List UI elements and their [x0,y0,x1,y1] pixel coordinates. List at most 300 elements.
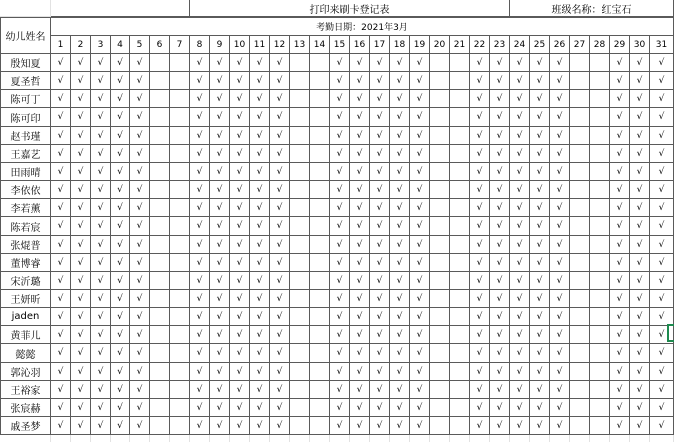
attendance-check-cell[interactable]: √ [390,145,410,163]
attendance-empty-cell[interactable] [430,344,450,363]
attendance-empty-cell[interactable] [150,199,170,217]
day-header-1[interactable]: 1 [51,36,71,54]
attendance-check-cell[interactable]: √ [410,344,430,363]
attendance-check-cell[interactable]: √ [410,90,430,108]
attendance-empty-cell[interactable] [310,90,330,108]
attendance-empty-cell[interactable] [570,217,590,236]
attendance-empty-cell[interactable] [570,381,590,399]
attendance-check-cell[interactable]: √ [470,181,490,199]
attendance-check-cell[interactable]: √ [350,108,370,127]
attendance-check-cell[interactable]: √ [650,363,674,381]
attendance-check-cell[interactable]: √ [510,199,530,217]
attendance-empty-cell[interactable] [430,272,450,290]
attendance-date-label[interactable]: 考勤日期：2021年3月 [51,17,674,36]
attendance-empty-cell[interactable] [570,272,590,290]
attendance-empty-cell[interactable] [290,72,310,90]
attendance-empty-cell[interactable] [590,417,610,435]
attendance-empty-cell[interactable] [150,363,170,381]
attendance-check-cell[interactable]: √ [230,363,250,381]
attendance-check-cell[interactable]: √ [650,344,674,363]
attendance-check-cell[interactable]: √ [530,272,550,290]
attendance-check-cell[interactable]: √ [510,145,530,163]
attendance-check-cell[interactable]: √ [270,145,290,163]
attendance-check-cell[interactable]: √ [610,363,630,381]
attendance-check-cell[interactable]: √ [130,236,150,254]
attendance-check-cell[interactable]: √ [630,272,650,290]
attendance-check-cell[interactable]: √ [350,127,370,145]
child-name-cell[interactable]: 王妍昕 [0,290,51,308]
day-header-9[interactable]: 9 [210,36,230,54]
empty-cell[interactable] [0,0,51,17]
attendance-check-cell[interactable]: √ [210,344,230,363]
attendance-check-cell[interactable]: √ [111,145,130,163]
attendance-check-cell[interactable]: √ [410,290,430,308]
attendance-check-cell[interactable]: √ [71,381,91,399]
attendance-check-cell[interactable]: √ [490,90,510,108]
attendance-check-cell[interactable]: √ [130,326,150,344]
attendance-check-cell[interactable]: √ [410,217,430,236]
attendance-check-cell[interactable]: √ [510,54,530,72]
attendance-check-cell[interactable]: √ [51,217,71,236]
attendance-check-cell[interactable]: √ [490,163,510,181]
attendance-empty-cell[interactable] [450,381,470,399]
attendance-empty-cell[interactable] [450,399,470,417]
attendance-check-cell[interactable]: √ [610,163,630,181]
attendance-check-cell[interactable]: √ [350,199,370,217]
attendance-check-cell[interactable]: √ [230,272,250,290]
attendance-check-cell[interactable]: √ [71,344,91,363]
attendance-empty-cell[interactable] [590,381,610,399]
day-header-4[interactable]: 4 [111,36,130,54]
child-name-cell[interactable]: 田雨晴 [0,163,51,181]
attendance-check-cell[interactable]: √ [270,181,290,199]
attendance-empty-cell[interactable] [170,199,190,217]
attendance-check-cell[interactable]: √ [530,236,550,254]
attendance-empty-cell[interactable] [430,145,450,163]
attendance-check-cell[interactable]: √ [410,236,430,254]
attendance-check-cell[interactable]: √ [190,108,210,127]
attendance-check-cell[interactable]: √ [650,254,674,272]
attendance-empty-cell[interactable] [290,417,310,435]
attendance-check-cell[interactable]: √ [51,399,71,417]
attendance-empty-cell[interactable] [310,108,330,127]
attendance-empty-cell[interactable] [570,326,590,344]
attendance-empty-cell[interactable] [310,199,330,217]
attendance-check-cell[interactable]: √ [111,417,130,435]
attendance-check-cell[interactable]: √ [111,199,130,217]
attendance-check-cell[interactable]: √ [410,54,430,72]
attendance-check-cell[interactable]: √ [650,163,674,181]
attendance-empty-cell[interactable] [430,326,450,344]
empty-cell[interactable] [430,435,450,442]
empty-cell[interactable] [150,435,170,442]
empty-cell[interactable] [230,435,250,442]
attendance-empty-cell[interactable] [590,363,610,381]
attendance-check-cell[interactable]: √ [91,181,111,199]
attendance-check-cell[interactable]: √ [111,181,130,199]
attendance-check-cell[interactable]: √ [630,399,650,417]
attendance-check-cell[interactable]: √ [530,127,550,145]
empty-cell[interactable] [550,435,570,442]
attendance-check-cell[interactable]: √ [490,272,510,290]
attendance-check-cell[interactable]: √ [650,72,674,90]
attendance-check-cell[interactable]: √ [490,344,510,363]
attendance-check-cell[interactable]: √ [51,326,71,344]
day-header-7[interactable]: 7 [170,36,190,54]
attendance-empty-cell[interactable] [570,181,590,199]
attendance-empty-cell[interactable] [570,254,590,272]
attendance-check-cell[interactable]: √ [530,417,550,435]
attendance-check-cell[interactable]: √ [230,72,250,90]
attendance-empty-cell[interactable] [290,127,310,145]
attendance-empty-cell[interactable] [590,308,610,326]
attendance-check-cell[interactable]: √ [470,344,490,363]
attendance-check-cell[interactable]: √ [530,326,550,344]
empty-cell[interactable] [210,435,230,442]
attendance-check-cell[interactable]: √ [630,290,650,308]
attendance-check-cell[interactable]: √ [550,72,570,90]
attendance-check-cell[interactable]: √ [190,399,210,417]
attendance-check-cell[interactable]: √ [490,54,510,72]
attendance-check-cell[interactable]: √ [610,326,630,344]
attendance-check-cell[interactable]: √ [650,54,674,72]
attendance-check-cell[interactable]: √ [270,108,290,127]
attendance-check-cell[interactable]: √ [190,199,210,217]
attendance-check-cell[interactable]: √ [470,236,490,254]
attendance-empty-cell[interactable] [430,254,450,272]
attendance-check-cell[interactable]: √ [470,145,490,163]
attendance-check-cell[interactable]: √ [230,381,250,399]
attendance-empty-cell[interactable] [430,399,450,417]
attendance-empty-cell[interactable] [450,54,470,72]
attendance-empty-cell[interactable] [570,290,590,308]
empty-cell[interactable] [510,435,530,442]
attendance-check-cell[interactable]: √ [550,127,570,145]
attendance-empty-cell[interactable] [150,308,170,326]
attendance-check-cell[interactable]: √ [330,54,350,72]
attendance-check-cell[interactable]: √ [130,181,150,199]
attendance-check-cell[interactable]: √ [410,272,430,290]
attendance-empty-cell[interactable] [170,236,190,254]
attendance-check-cell[interactable]: √ [410,163,430,181]
attendance-check-cell[interactable]: √ [130,254,150,272]
attendance-check-cell[interactable]: √ [350,217,370,236]
attendance-check-cell[interactable]: √ [190,145,210,163]
attendance-check-cell[interactable]: √ [610,254,630,272]
attendance-check-cell[interactable]: √ [210,145,230,163]
attendance-check-cell[interactable]: √ [250,363,270,381]
attendance-check-cell[interactable]: √ [71,108,91,127]
attendance-empty-cell[interactable] [290,236,310,254]
attendance-empty-cell[interactable] [290,326,310,344]
attendance-check-cell[interactable]: √ [650,381,674,399]
day-header-5[interactable]: 5 [130,36,150,54]
attendance-empty-cell[interactable] [590,108,610,127]
attendance-check-cell[interactable]: √ [91,381,111,399]
attendance-check-cell[interactable]: √ [370,344,390,363]
attendance-empty-cell[interactable] [170,90,190,108]
attendance-empty-cell[interactable] [590,326,610,344]
attendance-check-cell[interactable]: √ [470,363,490,381]
attendance-check-cell[interactable]: √ [250,381,270,399]
attendance-check-cell[interactable]: √ [370,290,390,308]
empty-cell[interactable] [91,435,111,442]
attendance-check-cell[interactable]: √ [270,326,290,344]
attendance-empty-cell[interactable] [290,254,310,272]
empty-cell[interactable] [450,435,470,442]
attendance-check-cell[interactable]: √ [210,290,230,308]
empty-cell[interactable] [130,435,150,442]
attendance-empty-cell[interactable] [590,145,610,163]
attendance-empty-cell[interactable] [430,199,450,217]
attendance-empty-cell[interactable] [450,199,470,217]
attendance-check-cell[interactable]: √ [610,217,630,236]
attendance-empty-cell[interactable] [170,54,190,72]
attendance-check-cell[interactable]: √ [470,381,490,399]
attendance-empty-cell[interactable] [150,417,170,435]
attendance-check-cell[interactable]: √ [650,199,674,217]
attendance-empty-cell[interactable] [310,163,330,181]
attendance-empty-cell[interactable] [450,417,470,435]
attendance-check-cell[interactable]: √ [550,272,570,290]
attendance-empty-cell[interactable] [290,145,310,163]
empty-cell[interactable] [570,435,590,442]
empty-cell[interactable] [490,435,510,442]
attendance-check-cell[interactable]: √ [91,417,111,435]
attendance-check-cell[interactable]: √ [330,108,350,127]
attendance-check-cell[interactable]: √ [490,217,510,236]
attendance-check-cell[interactable]: √ [510,381,530,399]
attendance-check-cell[interactable]: √ [370,217,390,236]
attendance-check-cell[interactable]: √ [530,381,550,399]
empty-cell[interactable] [270,435,290,442]
day-header-19[interactable]: 19 [410,36,430,54]
attendance-empty-cell[interactable] [170,290,190,308]
attendance-empty-cell[interactable] [170,399,190,417]
attendance-empty-cell[interactable] [570,399,590,417]
attendance-check-cell[interactable]: √ [230,399,250,417]
attendance-check-cell[interactable]: √ [530,145,550,163]
attendance-check-cell[interactable]: √ [470,163,490,181]
attendance-check-cell[interactable]: √ [550,417,570,435]
child-name-cell[interactable]: 王嘉艺 [0,145,51,163]
attendance-check-cell[interactable]: √ [250,344,270,363]
attendance-check-cell[interactable]: √ [250,290,270,308]
attendance-check-cell[interactable]: √ [510,363,530,381]
attendance-check-cell[interactable]: √ [390,344,410,363]
attendance-check-cell[interactable]: √ [630,308,650,326]
attendance-check-cell[interactable]: √ [470,417,490,435]
attendance-check-cell[interactable]: √ [71,127,91,145]
attendance-check-cell[interactable]: √ [190,308,210,326]
attendance-check-cell[interactable]: √ [51,54,71,72]
attendance-empty-cell[interactable] [570,54,590,72]
attendance-check-cell[interactable]: √ [51,236,71,254]
attendance-check-cell[interactable]: √ [370,417,390,435]
attendance-empty-cell[interactable] [570,363,590,381]
attendance-empty-cell[interactable] [170,181,190,199]
attendance-check-cell[interactable]: √ [470,90,490,108]
attendance-empty-cell[interactable] [310,326,330,344]
attendance-check-cell[interactable]: √ [190,90,210,108]
attendance-check-cell[interactable]: √ [350,344,370,363]
attendance-empty-cell[interactable] [450,344,470,363]
attendance-check-cell[interactable]: √ [650,217,674,236]
attendance-check-cell[interactable]: √ [51,163,71,181]
attendance-check-cell[interactable]: √ [470,290,490,308]
attendance-check-cell[interactable]: √ [510,417,530,435]
attendance-empty-cell[interactable] [290,363,310,381]
attendance-check-cell[interactable]: √ [91,199,111,217]
attendance-check-cell[interactable]: √ [410,145,430,163]
attendance-check-cell[interactable]: √ [470,72,490,90]
attendance-check-cell[interactable]: √ [390,254,410,272]
attendance-check-cell[interactable]: √ [370,72,390,90]
attendance-empty-cell[interactable] [150,108,170,127]
attendance-check-cell[interactable]: √ [490,417,510,435]
attendance-check-cell[interactable]: √ [270,90,290,108]
child-name-cell[interactable]: 王裕家 [0,381,51,399]
attendance-check-cell[interactable]: √ [550,217,570,236]
attendance-check-cell[interactable]: √ [270,344,290,363]
attendance-check-cell[interactable]: √ [210,108,230,127]
attendance-check-cell[interactable]: √ [51,417,71,435]
attendance-check-cell[interactable]: √ [390,127,410,145]
attendance-check-cell[interactable]: √ [610,181,630,199]
attendance-empty-cell[interactable] [310,54,330,72]
attendance-check-cell[interactable]: √ [410,181,430,199]
attendance-check-cell[interactable]: √ [250,181,270,199]
attendance-empty-cell[interactable] [150,399,170,417]
attendance-empty-cell[interactable] [170,417,190,435]
attendance-check-cell[interactable]: √ [470,272,490,290]
attendance-check-cell[interactable]: √ [630,217,650,236]
attendance-check-cell[interactable]: √ [230,254,250,272]
empty-cell[interactable] [310,435,330,442]
empty-cell[interactable] [630,435,650,442]
attendance-check-cell[interactable]: √ [210,308,230,326]
attendance-check-cell[interactable]: √ [190,363,210,381]
attendance-check-cell[interactable]: √ [250,90,270,108]
class-name-label[interactable]: 班级名称：红宝石 [510,0,674,17]
attendance-empty-cell[interactable] [310,145,330,163]
attendance-check-cell[interactable]: √ [51,90,71,108]
attendance-check-cell[interactable]: √ [530,290,550,308]
attendance-empty-cell[interactable] [590,272,610,290]
day-header-8[interactable]: 8 [190,36,210,54]
attendance-check-cell[interactable]: √ [390,272,410,290]
attendance-check-cell[interactable]: √ [270,199,290,217]
attendance-check-cell[interactable]: √ [190,127,210,145]
attendance-check-cell[interactable]: √ [370,236,390,254]
attendance-check-cell[interactable]: √ [250,108,270,127]
attendance-empty-cell[interactable] [150,254,170,272]
attendance-check-cell[interactable]: √ [490,399,510,417]
attendance-check-cell[interactable]: √ [610,290,630,308]
attendance-check-cell[interactable]: √ [51,199,71,217]
attendance-check-cell[interactable]: √ [330,272,350,290]
child-name-cell[interactable]: 戚圣梦 [0,417,51,435]
attendance-check-cell[interactable]: √ [250,399,270,417]
attendance-check-cell[interactable]: √ [91,344,111,363]
attendance-check-cell[interactable]: √ [190,181,210,199]
attendance-check-cell[interactable]: √ [510,108,530,127]
attendance-check-cell[interactable]: √ [650,290,674,308]
child-name-cell[interactable]: 宋沂璐 [0,272,51,290]
attendance-check-cell[interactable]: √ [650,145,674,163]
attendance-empty-cell[interactable] [570,344,590,363]
attendance-check-cell[interactable]: √ [370,272,390,290]
attendance-check-cell[interactable]: √ [510,326,530,344]
attendance-check-cell[interactable]: √ [71,145,91,163]
attendance-empty-cell[interactable] [570,127,590,145]
attendance-check-cell[interactable]: √ [91,290,111,308]
empty-cell[interactable] [111,435,130,442]
attendance-check-cell[interactable]: √ [111,236,130,254]
child-name-cell[interactable]: 懿懿 [0,344,51,363]
attendance-check-cell[interactable]: √ [610,236,630,254]
attendance-check-cell[interactable]: √ [71,54,91,72]
attendance-check-cell[interactable]: √ [490,326,510,344]
day-header-31[interactable]: 31 [650,36,674,54]
attendance-check-cell[interactable]: √ [111,163,130,181]
attendance-check-cell[interactable]: √ [250,254,270,272]
attendance-empty-cell[interactable] [430,127,450,145]
sheet-title[interactable]: 打印来刷卡登记表 [190,0,510,17]
attendance-check-cell[interactable]: √ [370,145,390,163]
attendance-check-cell[interactable]: √ [610,381,630,399]
attendance-check-cell[interactable]: √ [510,90,530,108]
attendance-check-cell[interactable]: √ [210,272,230,290]
attendance-empty-cell[interactable] [290,108,310,127]
attendance-check-cell[interactable]: √ [630,417,650,435]
empty-cell[interactable] [170,435,190,442]
attendance-check-cell[interactable]: √ [390,72,410,90]
attendance-check-cell[interactable]: √ [230,217,250,236]
attendance-empty-cell[interactable] [150,163,170,181]
attendance-check-cell[interactable]: √ [250,272,270,290]
attendance-empty-cell[interactable] [170,108,190,127]
attendance-check-cell[interactable]: √ [650,417,674,435]
attendance-check-cell[interactable]: √ [111,254,130,272]
attendance-check-cell[interactable]: √ [270,127,290,145]
attendance-check-cell[interactable]: √ [550,344,570,363]
attendance-check-cell[interactable]: √ [190,344,210,363]
attendance-check-cell[interactable]: √ [130,72,150,90]
attendance-check-cell[interactable]: √ [650,399,674,417]
attendance-check-cell[interactable]: √ [390,417,410,435]
attendance-empty-cell[interactable] [170,308,190,326]
child-name-cell[interactable]: 陈可丁 [0,90,51,108]
attendance-check-cell[interactable]: √ [470,326,490,344]
attendance-empty-cell[interactable] [570,72,590,90]
attendance-check-cell[interactable]: √ [390,90,410,108]
attendance-empty-cell[interactable] [430,417,450,435]
attendance-check-cell[interactable]: √ [370,90,390,108]
attendance-check-cell[interactable]: √ [330,290,350,308]
attendance-check-cell[interactable]: √ [71,217,91,236]
attendance-check-cell[interactable]: √ [390,54,410,72]
attendance-empty-cell[interactable] [450,254,470,272]
attendance-check-cell[interactable]: √ [250,236,270,254]
empty-cell[interactable] [290,435,310,442]
attendance-check-cell[interactable]: √ [111,90,130,108]
attendance-check-cell[interactable]: √ [610,308,630,326]
attendance-check-cell[interactable]: √ [470,254,490,272]
attendance-check-cell[interactable]: √ [190,217,210,236]
day-header-28[interactable]: 28 [590,36,610,54]
attendance-check-cell[interactable]: √ [550,181,570,199]
